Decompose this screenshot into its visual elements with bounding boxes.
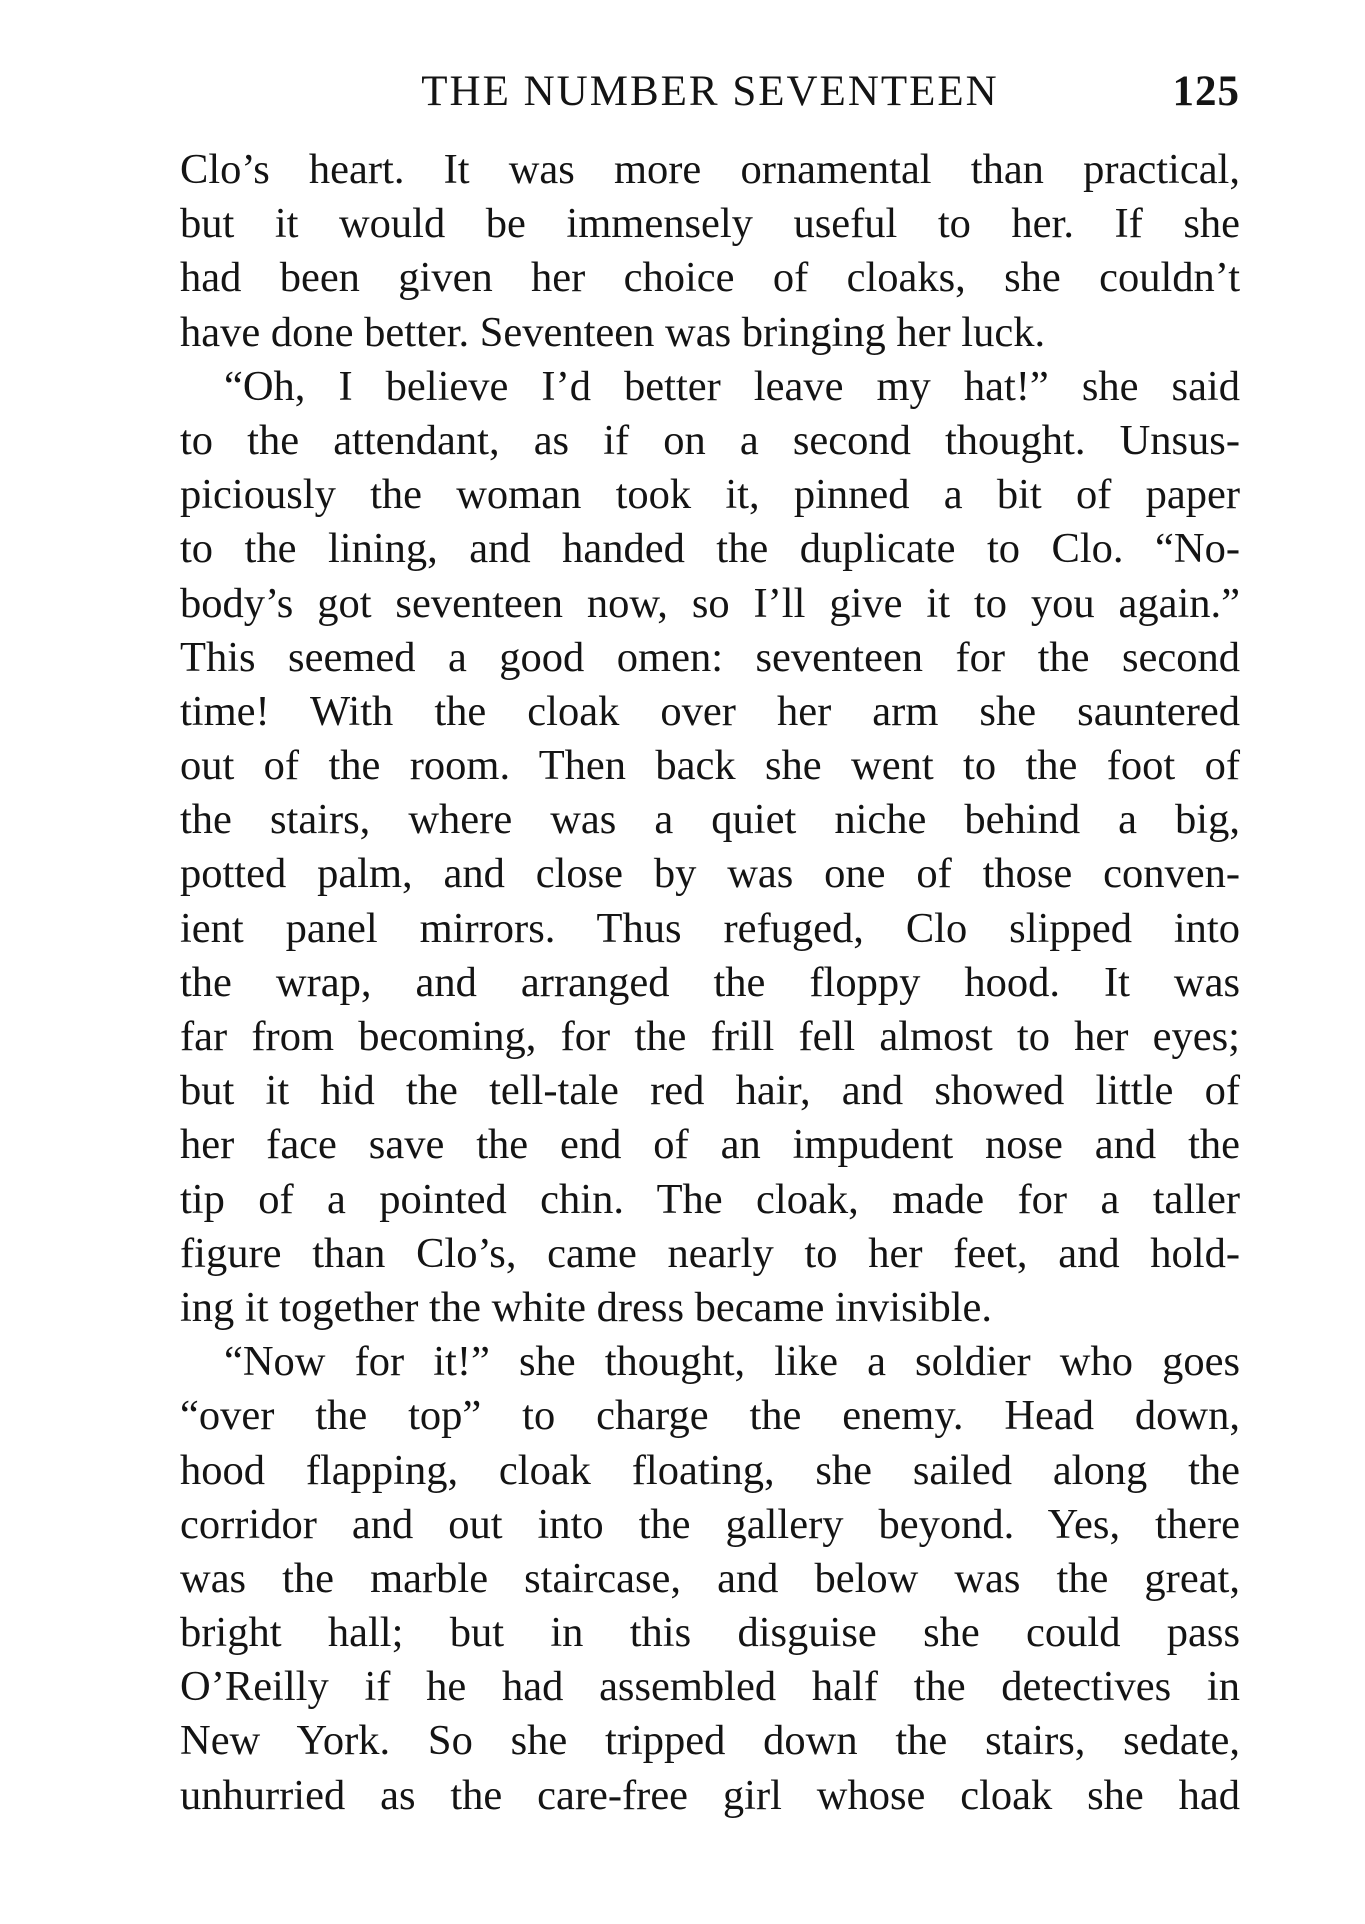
text-line: New York. So she tripped down the stairs, sedate,: [180, 1717, 1240, 1765]
text-line: her face save the end of an impudent nose and the: [180, 1121, 1240, 1169]
text-line: ing it together the white dress became invisible.: [180, 1283, 993, 1331]
text-line: the wrap, and arranged the floppy hood. It was: [180, 958, 1240, 1006]
text-line: far from becoming, for the frill fell almost to her eyes;: [180, 1013, 1240, 1060]
text-line: have done better. Seventeen was bringing her luck.: [180, 308, 1046, 356]
running-head: THE NUMBER SEVENTEEN: [421, 68, 999, 115]
text-line: Clo’s heart. It was more ornamental than practical,: [180, 146, 1240, 193]
paragraph-first-line: “Now for it!” she thought, like a soldier who goes: [224, 1338, 1240, 1386]
text-line: to the lining, and handed the duplicate to Clo. “No-: [180, 525, 1240, 573]
text-line: time! With the cloak over her arm she sauntered: [180, 687, 1240, 735]
text-line: to the attendant, as if on a second thought. Unsus-: [180, 416, 1240, 464]
text-line: corridor and out into the gallery beyond. Yes, there: [180, 1500, 1240, 1548]
paragraph-first-line: “Oh, I believe I’d better leave my hat!” she said: [224, 362, 1240, 410]
text-line: bright hall; but in this disguise she could pass: [180, 1609, 1240, 1657]
text-line: figure than Clo’s, came nearly to her feet, and hold-: [180, 1229, 1240, 1277]
text-line: but it hid the tell-tale red hair, and showed little of: [180, 1067, 1240, 1115]
text-line: had been given her choice of cloaks, she couldn’t: [180, 254, 1240, 302]
text-line: O’Reilly if he had assembled half the detectives in: [180, 1663, 1240, 1711]
text-line: out of the room. Then back she went to the foot of: [180, 742, 1240, 790]
text-line: piciously the woman took it, pinned a bit of paper: [180, 471, 1240, 519]
text-line: ient panel mirrors. Thus refuged, Clo slipped into: [180, 904, 1240, 952]
text-line: hood flapping, cloak floating, she sailed along the: [180, 1446, 1240, 1494]
text-line: was the marble staircase, and below was the great,: [180, 1554, 1240, 1602]
text-line: unhurried as the care-free girl whose cloak she had: [180, 1771, 1240, 1819]
text-line: This seemed a good omen: seventeen for the second: [180, 633, 1240, 681]
text-line: “over the top” to charge the enemy. Head down,: [180, 1392, 1240, 1440]
body-text: [180, 143, 1240, 1823]
text-line: body’s got seventeen now, so I’ll give it to you again.”: [180, 579, 1240, 627]
text-line: the stairs, where was a quiet niche behind a big,: [180, 796, 1240, 844]
text-line: potted palm, and close by was one of those conven-: [180, 850, 1240, 898]
text-line: tip of a pointed chin. The cloak, made for a taller: [180, 1175, 1240, 1223]
page-number: 125: [1172, 68, 1240, 115]
text-line: but it would be immensely useful to her. If she: [180, 200, 1240, 248]
page-header: [180, 62, 1240, 122]
